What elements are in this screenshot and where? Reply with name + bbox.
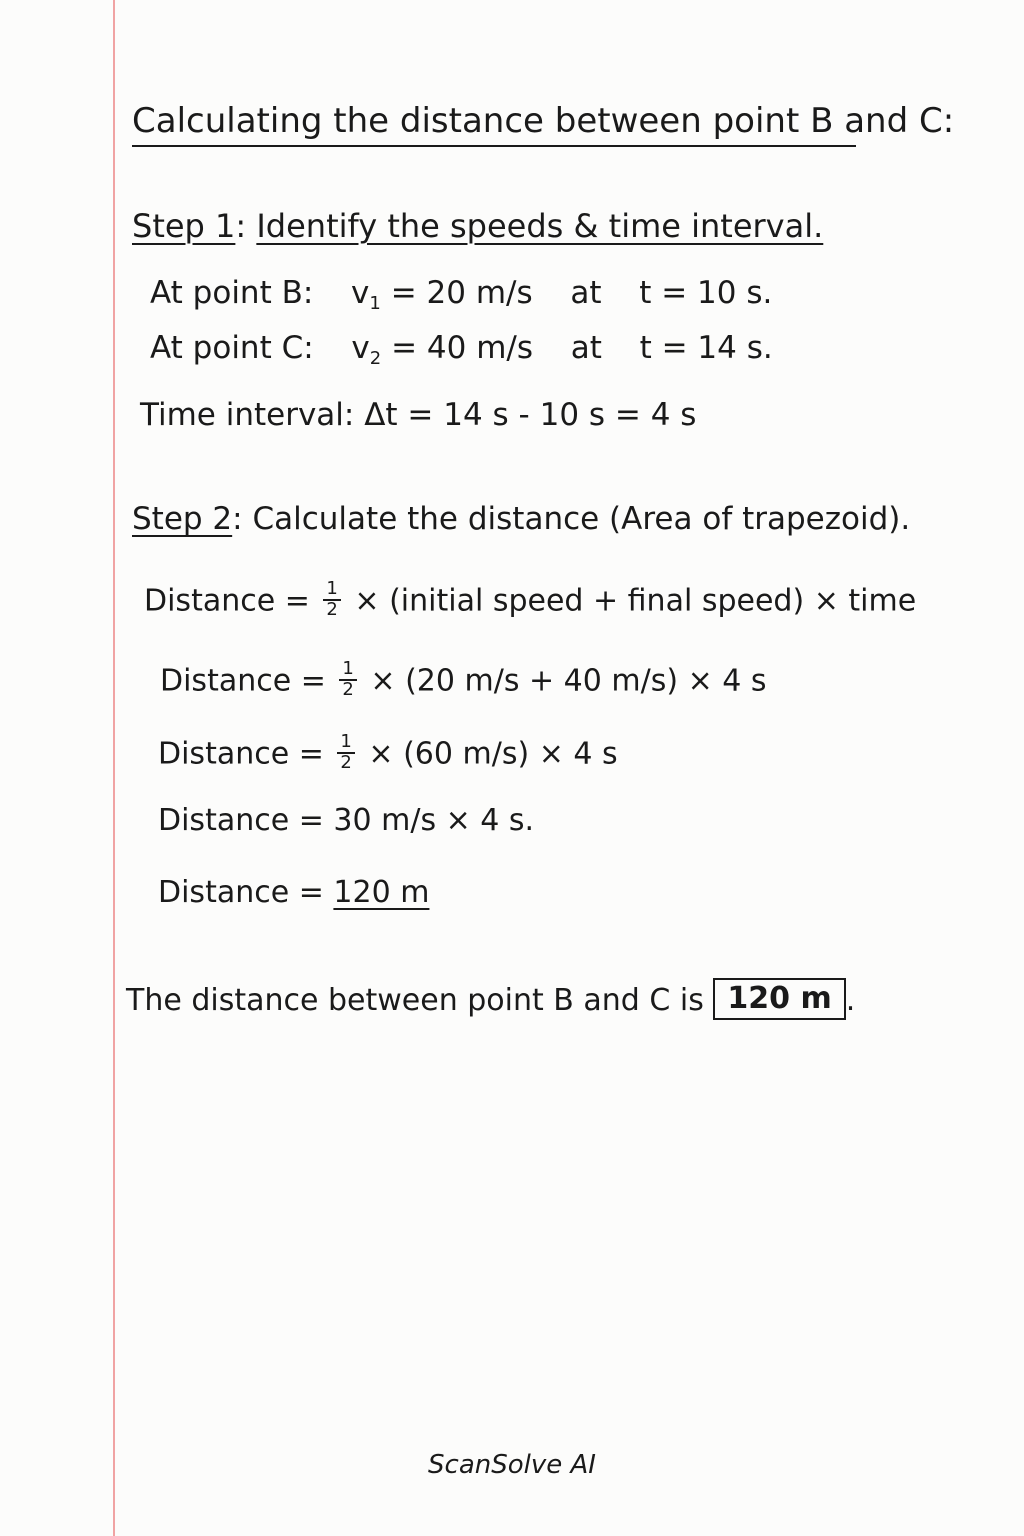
point-b-time: t = 10 s. — [639, 275, 773, 311]
eq2-rhs: × (20 m/s + 40 m/s) × 4 s — [370, 663, 767, 699]
point-b-speed: = 20 m/s — [390, 275, 533, 311]
point-b-at: at — [570, 275, 602, 311]
margin-line — [113, 0, 115, 1536]
step2-label: Step 2 — [132, 501, 233, 537]
fraction-denominator: 2 — [342, 678, 354, 700]
eq1-rhs: × (initial speed + final speed) × time — [354, 583, 917, 619]
point-c-at: at — [570, 330, 602, 366]
equation-sum — [158, 731, 618, 775]
step2-text: Calculate the distance (Area of trapezoid). — [252, 501, 911, 537]
step1-label: Step 1 — [132, 207, 236, 245]
step2-heading — [132, 501, 911, 537]
point-c-sub: 2 — [369, 348, 382, 369]
step1-text: Identify the speeds & time interval. — [256, 207, 824, 245]
title-underline — [132, 145, 856, 147]
final-answer-box: 120 m — [713, 978, 845, 1020]
equation-formula — [144, 578, 917, 622]
half-fraction — [339, 660, 356, 700]
time-interval-line: Time interval: Δt = 14 s - 10 s = 4 s — [140, 397, 697, 433]
eq1-lhs: Distance = — [144, 583, 310, 619]
step2-colon: : — [232, 501, 243, 537]
point-c-var: v — [351, 330, 370, 366]
page-title: Calculating the distance between point B and C: — [132, 101, 955, 141]
footer-watermark: ScanSolve AI — [428, 1450, 596, 1480]
point-c-speed: = 40 m/s — [391, 330, 533, 366]
eq3-lhs: Distance = — [158, 736, 324, 772]
equation-substitution — [160, 658, 767, 702]
point-c-time: t = 14 s. — [639, 330, 773, 366]
half-fraction — [323, 580, 340, 620]
fraction-denominator: 2 — [340, 751, 352, 773]
fraction-numerator: 1 — [339, 660, 356, 681]
conclusion-period: . — [845, 983, 856, 1018]
fraction-denominator: 2 — [326, 598, 338, 620]
eq4-lhs: Distance = — [158, 803, 324, 838]
fraction-numerator: 1 — [337, 733, 354, 754]
conclusion-line — [126, 980, 855, 1022]
eq5-result: 120 m — [333, 875, 430, 910]
half-fraction — [337, 733, 354, 773]
equation-result — [158, 875, 430, 910]
point-b-sub: 1 — [369, 293, 381, 314]
step1-colon: : — [235, 207, 247, 245]
point-b-label: At point B: — [150, 275, 314, 311]
fraction-numerator: 1 — [323, 580, 340, 601]
point-b-line — [150, 275, 773, 314]
equation-product — [158, 803, 535, 838]
step1-heading — [132, 207, 824, 245]
eq2-lhs: Distance = — [160, 663, 326, 699]
conclusion-text: The distance between point B and C is — [126, 983, 704, 1018]
point-c-line — [150, 330, 773, 369]
eq3-rhs: × (60 m/s) × 4 s — [368, 736, 618, 772]
eq5-lhs: Distance = — [158, 875, 324, 910]
point-b-var: v — [351, 275, 370, 311]
point-c-label: At point C: — [150, 330, 314, 366]
eq4-rhs: 30 m/s × 4 s. — [333, 803, 535, 838]
